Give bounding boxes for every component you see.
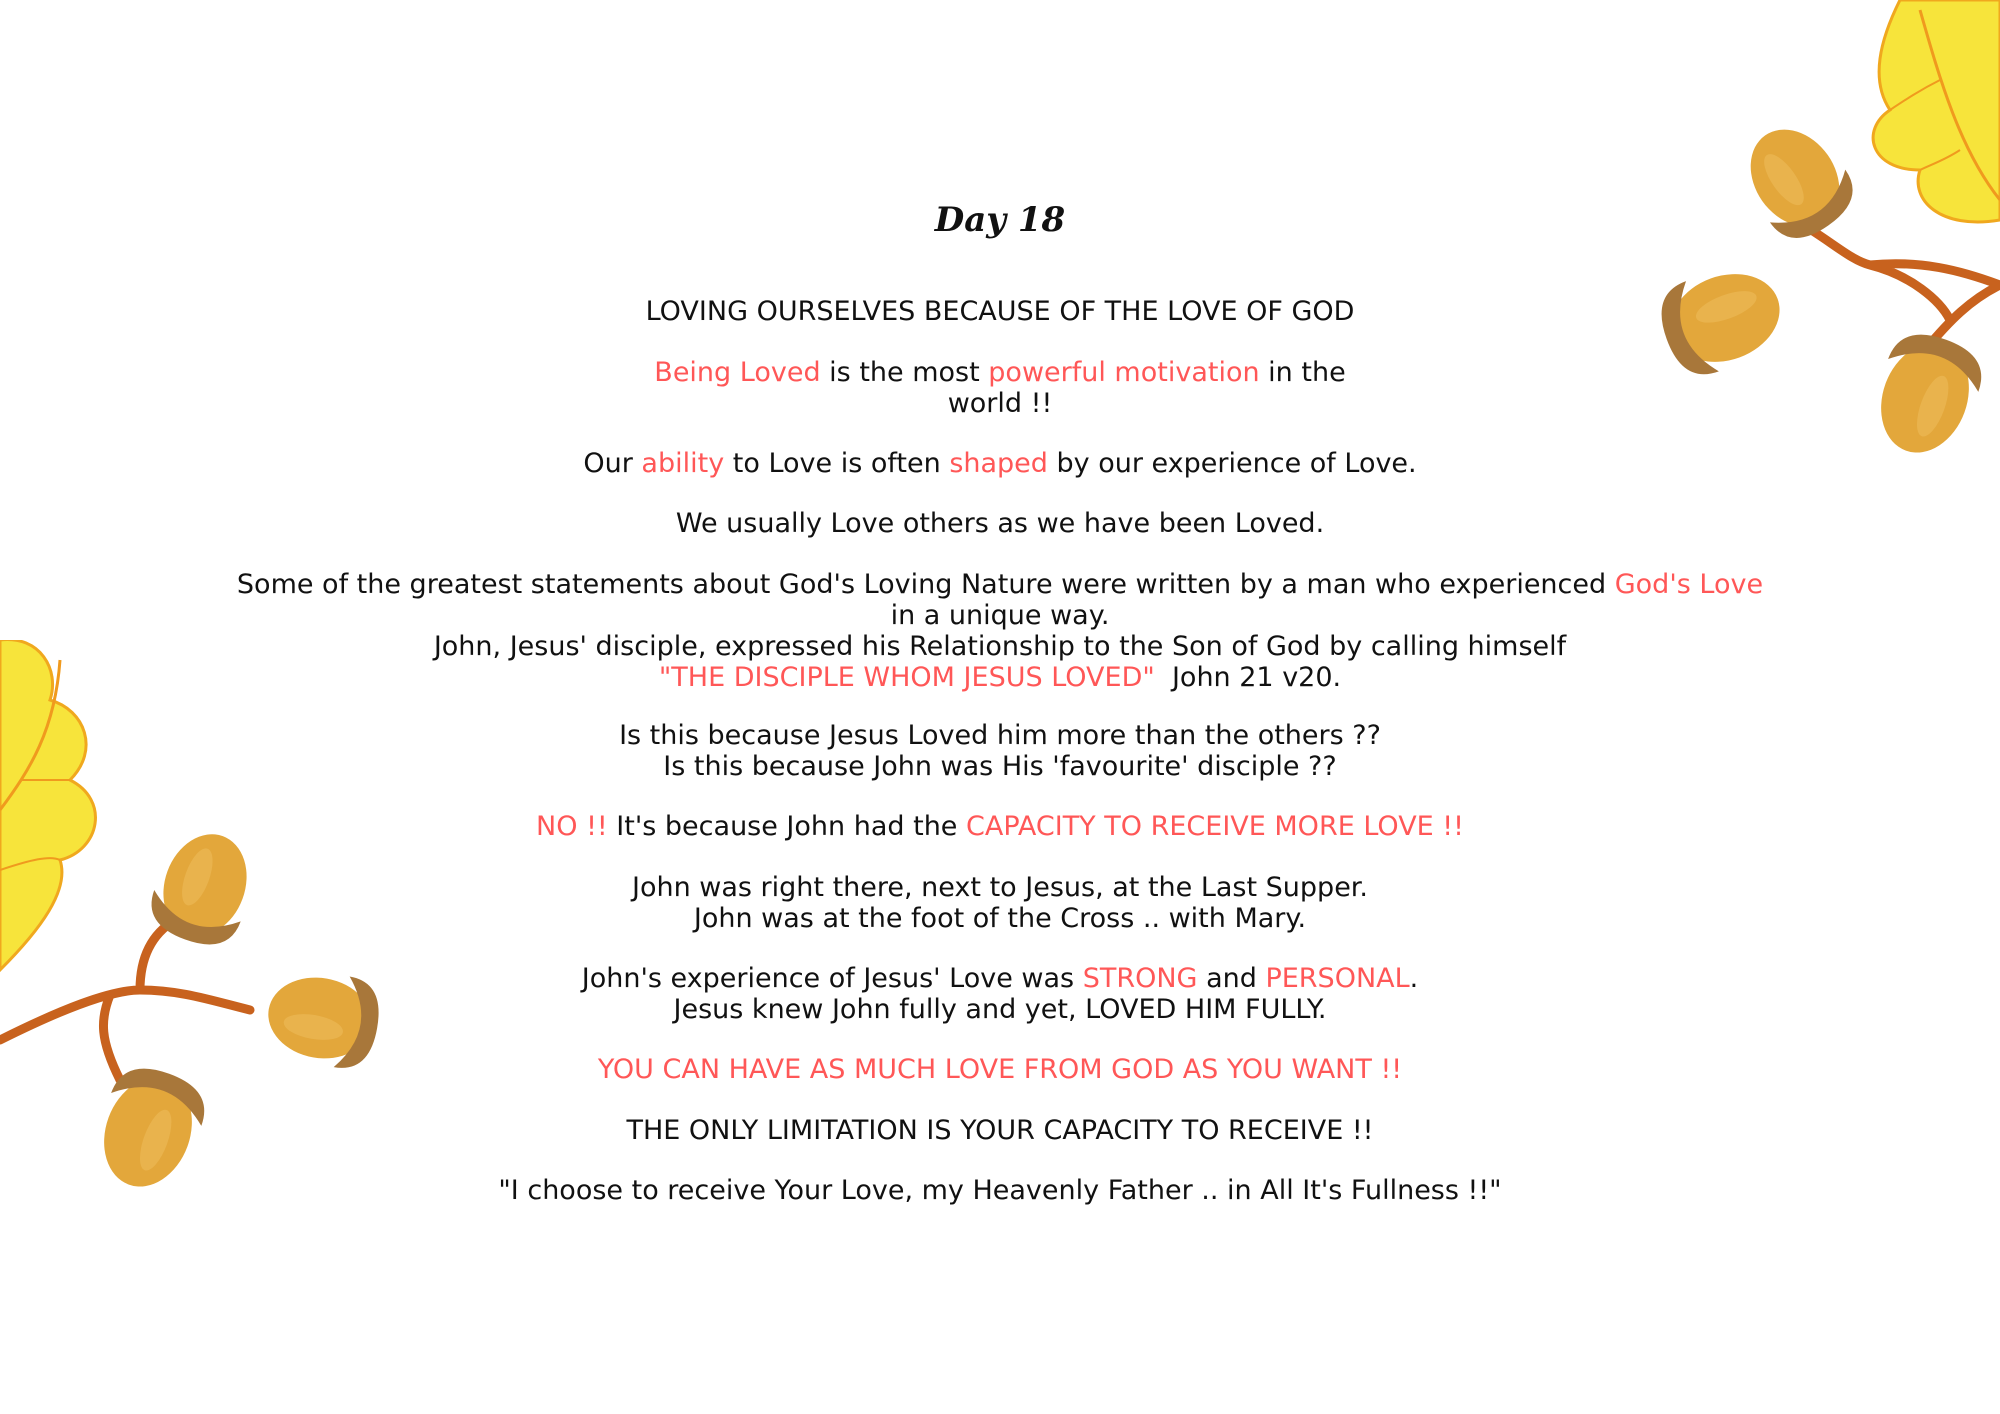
highlight-text: "THE DISCIPLE WHOM JESUS LOVED" — [658, 662, 1155, 693]
paragraph-line: John, Jesus' disciple, expressed his Relationship to the Son of God by calling himself — [433, 631, 1567, 662]
body-text: . — [1409, 963, 1419, 994]
highlight-text: CAPACITY TO RECEIVE MORE LOVE !! — [966, 811, 1464, 842]
paragraph-capacity — [100, 811, 1900, 842]
highlight-text: NO !! — [536, 811, 608, 842]
body-text: to Love is often — [724, 448, 950, 479]
paragraph-prayer — [100, 1175, 1900, 1206]
paragraph-questions — [100, 720, 1900, 782]
paragraph-line: We usually Love others as we have been Loved. — [675, 508, 1325, 539]
paragraph-experience — [100, 963, 1900, 1025]
heading — [100, 296, 1900, 327]
highlight-text: PERSONAL — [1265, 963, 1410, 994]
paragraph-line: in a unique way. — [890, 600, 1110, 631]
paragraph-ability — [100, 448, 1900, 479]
paragraph-being-loved — [100, 357, 1900, 419]
paragraph-line: Jesus knew John fully and yet, LOVED HIM FULLY. — [673, 994, 1327, 1025]
prayer-quote: "I choose to receive Your Love, my Heavenly Father .. in All It's Fullness !!" — [498, 1175, 1502, 1206]
paragraph-line — [100, 662, 1900, 693]
paragraph-line — [100, 569, 1900, 600]
highlight-text: Being Loved — [654, 357, 821, 388]
paragraph-line — [100, 963, 1900, 994]
body-text: Our — [583, 448, 642, 479]
heading-text: LOVING OURSELVES BECAUSE OF THE LOVE OF GOD — [645, 296, 1355, 327]
highlight-text: shaped — [949, 448, 1048, 479]
highlight-text: powerful motivation — [988, 357, 1260, 388]
paragraph-line: world !! — [947, 388, 1053, 419]
scripture-reference: John 21 v20. — [1154, 662, 1342, 693]
body-text: It's because John had the — [607, 811, 966, 842]
day-title: Day 18 — [934, 200, 1066, 240]
paragraph-line — [100, 448, 1900, 479]
highlight-text: STRONG — [1082, 963, 1198, 994]
paragraph-line — [100, 811, 1900, 842]
paragraph-line: Is this because Jesus Loved him more than the others ?? — [619, 720, 1381, 751]
body-text: by our experience of Love. — [1047, 448, 1417, 479]
highlight-text: YOU CAN HAVE AS MUCH LOVE FROM GOD AS YOU WANT !! — [597, 1054, 1403, 1085]
paragraph-line: THE ONLY LIMITATION IS YOUR CAPACITY TO RECEIVE !! — [626, 1115, 1374, 1146]
paragraph-last-supper — [100, 872, 1900, 934]
paragraph-line — [100, 357, 1900, 388]
paragraph-as-much-love — [100, 1054, 1900, 1085]
paragraph-line: John was at the foot of the Cross .. with Mary. — [693, 903, 1307, 934]
highlight-text: God's Love — [1614, 569, 1764, 600]
paragraph-limitation — [100, 1115, 1900, 1146]
paragraph-line: Is this because John was His 'favourite' disciple ?? — [663, 751, 1337, 782]
body-text: John's experience of Jesus' Love was — [581, 963, 1083, 994]
body-text: in the — [1259, 357, 1346, 388]
paragraph-loved — [100, 508, 1900, 539]
oak-leaf-icon — [1873, 0, 2000, 222]
body-text: and — [1197, 963, 1266, 994]
paragraph-john — [100, 569, 1900, 693]
body-text: is the most — [820, 357, 989, 388]
body-text: Some of the greatest statements about God's Loving Nature were written by a man who experienced — [236, 569, 1615, 600]
oak-leaf-icon — [0, 640, 95, 970]
highlight-text: ability — [641, 448, 725, 479]
paragraph-line: John was right there, next to Jesus, at the Last Supper. — [631, 872, 1369, 903]
